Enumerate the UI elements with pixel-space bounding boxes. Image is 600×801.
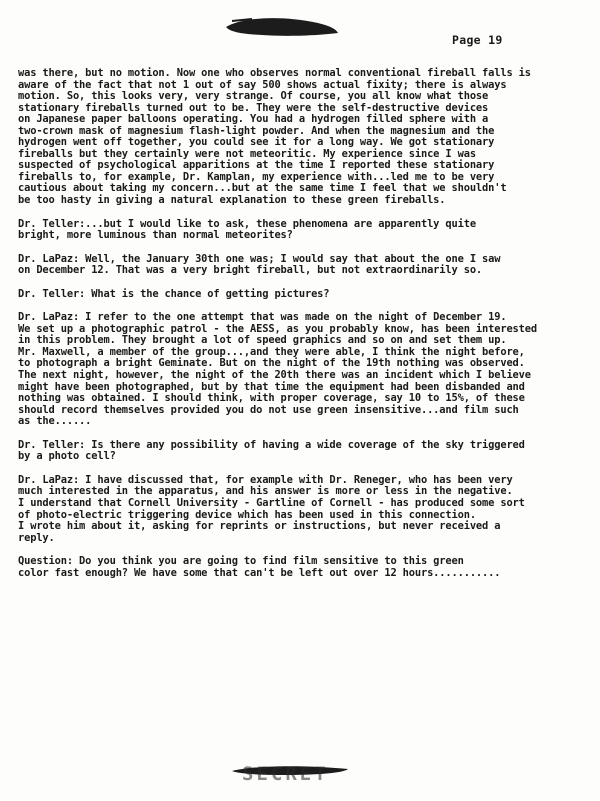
text-line: bright, more luminous than normal meteorites? [18,229,293,242]
text-line: by a photo cell? [18,450,116,463]
text-line: two-crown mask of magnesium flash-light powder. And when the magnesium and the [18,124,495,137]
paragraph-8 [18,556,583,579]
text-line: as the...... [18,415,92,428]
paragraph-2 [18,219,583,242]
text-line: on December 12. That was a very bright fireball, but not extraordinarily so. [18,264,483,277]
text-line: Dr. Teller: Is there any possibility of having a wide coverage of the sky triggered [18,438,525,451]
text-line: I understand that Cornell University - Gartline of Cornell - has produced some sort [18,496,525,509]
paragraph-1 [18,68,583,207]
redaction-mark-icon [222,13,340,41]
text-line: Question: Do you think you are going to find film sensitive to this green [18,555,464,568]
text-line: much interested in the apparatus, and his answer is more or less in the negative. [18,485,513,498]
text-line: fireballs to, for example, Dr. Kamplan, my experience with...led me to be very [18,170,495,183]
transcript-body [18,68,583,591]
text-line: in this problem. They brought a lot of speed graphics and so on and set them up. [18,334,507,347]
text-line: fireballs but they certainly were not meteoritic. My experience since I was [18,147,476,160]
text-line: Dr. LaPaz: I have discussed that, for example with Dr. Reneger, who has been very [18,473,513,486]
text-line: Dr. LaPaz: Well, the January 30th one was; I would say that about the one I saw [18,252,501,265]
paragraph-3 [18,254,583,277]
text-line: to photograph a bright Geminate. But on the night of the 19th nothing was observed. [18,357,525,370]
text-line: nothing was obtained. I should think, with proper coverage, say 10 to 15%, of these [18,392,525,405]
text-line: on Japanese paper balloons operating. You had a hydrogen filled sphere with a [18,113,489,126]
classification-stamp: SECRET [242,763,329,785]
text-line: Dr. LaPaz: I refer to the one attempt that was made on the night of December 19. [18,311,507,324]
text-line: aware of the fact that not 1 out of say 500 shows actual fixity; there is always [18,78,507,91]
text-line: color fast enough? We have some that can't be left out over 12 hours........... [18,566,501,579]
text-line: reply. [18,531,55,544]
text-line: motion. So, this looks very, very strange. Of course, you all know what those [18,90,489,103]
text-line: of photo-electric triggering device which has been used in this connection. [18,508,476,521]
text-line: should record themselves provided you do not use green insensitive...and film such [18,403,519,416]
text-line: be too hasty in giving a natural explanation to these green fireballs. [18,194,446,207]
text-line: cautious about taking my concern...but at the same time I feel that we shouldn't [18,182,507,195]
paragraph-4 [18,289,583,301]
text-line: was there, but no motion. Now one who observes normal conventional fireball falls is [18,67,531,79]
text-line: suspected of psychological apparitions at the time I reported these stationary [18,159,495,172]
text-line: We set up a photographic patrol - the AESS, as you probably know, has been interested [18,322,537,335]
text-line: hydrogen went off together, you could see it for a long way. We got stationary [18,136,495,149]
text-line: The next night, however, the night of the 20th there was an incident which I believe [18,369,531,382]
paragraph-5 [18,312,583,427]
text-line: might have been photographed, but by that time the equipment had been disbanded and [18,380,525,393]
text-line: stationary fireballs turned out to be. They were the self-destructive devices [18,101,489,114]
text-line: Dr. Teller:...but I would like to ask, these phenomena are apparently quite [18,217,476,230]
paragraph-7 [18,475,583,544]
text-line: I wrote him about it, asking for reprints or instructions, but never received a [18,520,501,533]
text-line: Dr. Teller: What is the chance of getting pictures? [18,287,330,300]
page-number: Page 19 [452,33,503,47]
paragraph-6 [18,440,583,463]
text-line: Mr. Maxwell, a member of the group...,and they were able, I think the night before, [18,345,525,358]
